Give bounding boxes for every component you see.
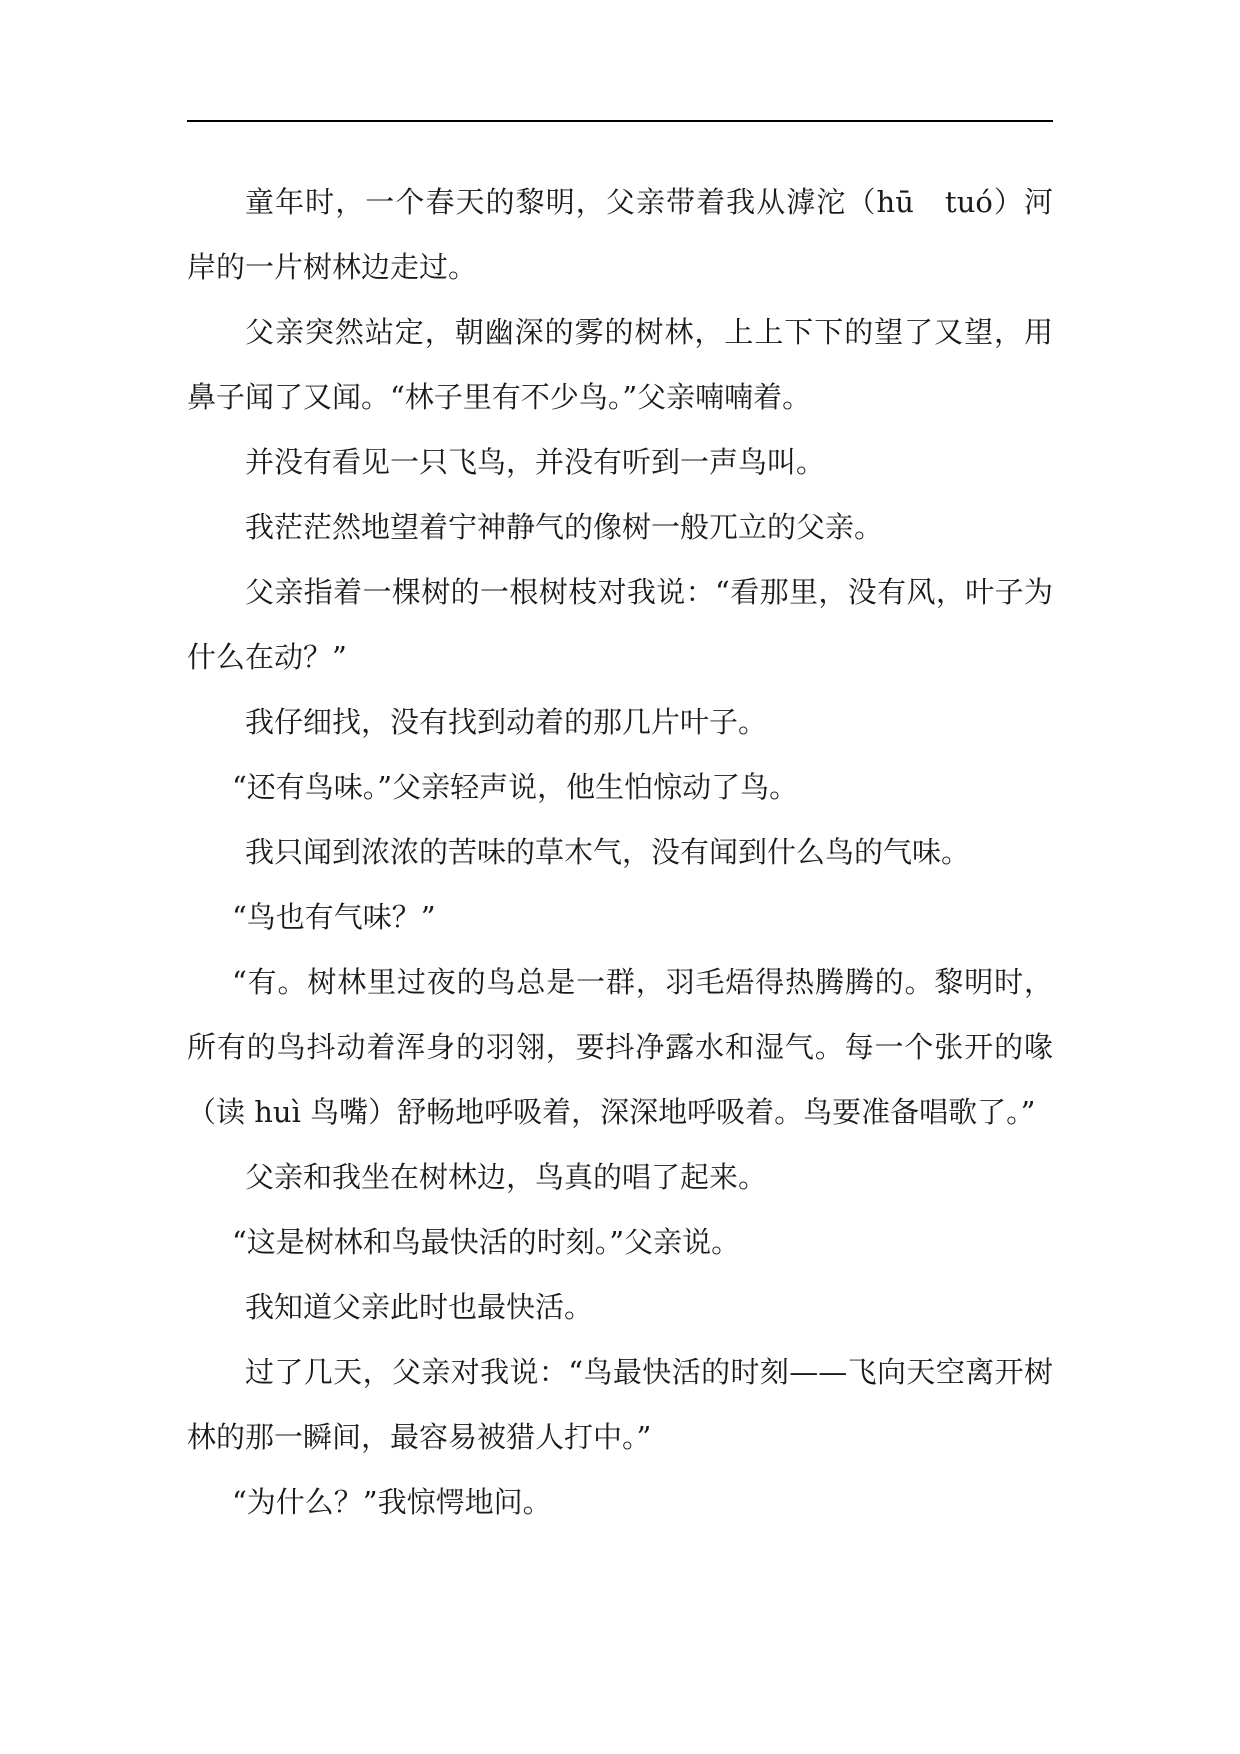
paragraph-12: “这是树林和鸟最快活的时刻。”父亲说。 [231, 1225, 741, 1259]
paragraph-5: 父亲指着一棵树的一根树枝对我说：“看那里，没有风，叶子为什么在动？” [187, 575, 1053, 674]
paragraph-8: 我只闻到浓浓的苦味的草木气，没有闻到什么鸟的气味。 [245, 835, 971, 869]
paragraph-2: 父亲突然站定，朝幽深的雾的树林，上上下下的望了又望，用鼻子闻了又闻。“林子里有不少鸟。”父亲喃喃着。 [187, 315, 1053, 414]
paragraph-1: 童年时，一个春天的黎明，父亲带着我从滹沱（hū tuó）河岸的一片树林边走过。 [187, 185, 1053, 284]
paragraph-14: 过了几天，父亲对我说：“鸟最快活的时刻——飞向天空离开树林的那一瞬间，最容易被猎人打中。” [187, 1355, 1053, 1454]
paragraph-10: “有。树林里过夜的鸟总是一群，羽毛焐得热腾腾的。黎明时，所有的鸟抖动着浑身的羽翎，要抖净露水和湿气。每一个张开的喙（读 huì 鸟嘴）舒畅地呼吸着，深深地呼吸着。鸟要准备唱歌了。” [187, 965, 1053, 1129]
paragraph-15: “为什么？”我惊愕地问。 [231, 1485, 552, 1519]
article-body [187, 170, 1053, 1535]
paragraph-11: 父亲和我坐在树林边，鸟真的唱了起来。 [245, 1160, 768, 1194]
paragraph-9: “鸟也有气味？” [231, 900, 436, 934]
paragraph-4: 我茫茫然地望着宁神静气的像树一般兀立的父亲。 [245, 510, 884, 544]
paragraph-7: “还有鸟味。”父亲轻声说，他生怕惊动了鸟。 [231, 770, 799, 804]
paragraph-13: 我知道父亲此时也最快活。 [245, 1290, 594, 1324]
paragraph-6: 我仔细找，没有找到动着的那几片叶子。 [245, 705, 768, 739]
paragraph-3: 并没有看见一只飞鸟，并没有听到一声鸟叫。 [245, 445, 826, 479]
header-rule [187, 120, 1053, 122]
